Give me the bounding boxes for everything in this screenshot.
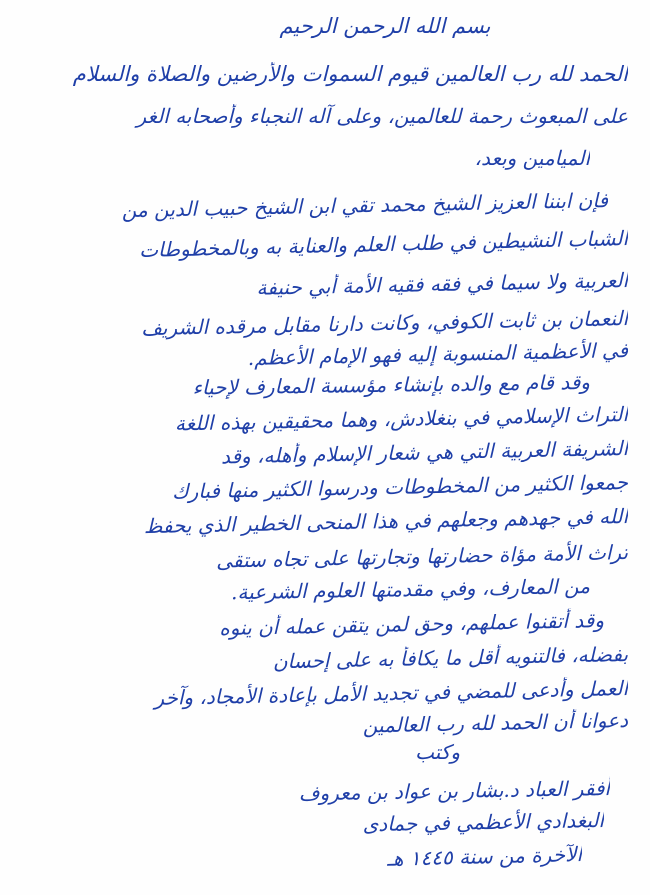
letter-line-7: النعمان بن ثابت الكوفي، وكانت دارنا مقابل مرقده الشريف [140,306,629,341]
letter-line-15: من المعارف، وفي مقدمتها العلوم الشرعية. [230,574,591,605]
letter-line-17: بفضله، فالتنويه أقل ما يكافأ به على إحسان [272,642,629,674]
letter-line-19: دعوانا أن الحمد لله رب العالمين [362,708,629,738]
letter-line-5: الشباب النشيطين في طلب العلم والعناية به وبالمخطوطات [138,226,629,262]
letter-line-10: التراث الإسلامي في بنغلادش، وهما محقيقين بهذه اللغة [174,402,629,436]
letter-line-11: الشريفة العربية التي هي شعار الإسلام وأهله، وقد [220,436,629,469]
letter-line-9: وقد قام مع والده بإنشاء مؤسسة المعارف لإحياء [192,370,591,400]
letter-line-2: على المبعوث رحمة للعالمين، وعلى آله النجباء وأصحابه الغر [136,104,628,128]
letter-line-12: جمعوا الكثير من المخطوطات ودرسوا الكثير منها فبارك [171,470,629,504]
letter-line-18: العمل وأدعى للمضي في تجديد الأمل بإعادة الأمجاد، وآخر [154,676,629,710]
letter-line-14: تراث الأمة مؤاة حضارتها وتجارتها على تجاه ستقى [215,540,629,573]
signature-line-1: أفقر العباد د.بشار بن عواد بن معروف [298,776,611,806]
letter-line-3: الميامين وبعد، [474,146,590,170]
signature-line-2: البغدادي الأعظمي في جمادى [362,808,605,837]
basmala: بسم الله الرحمن الرحيم [279,14,491,38]
letter-line-16: وقد أتقنوا عملهم، وحق لمن يتقن عمله أن ينوه [218,608,605,641]
letter-line-6: العربية ولا سيما في فقه فقيه الأمة أبي حنيفة [256,268,629,300]
closing-word: وكتب [415,740,460,764]
letter-line-13: الله في جهدهم وجعلهم في هذا المنحى الخطير الذي يحفظ [143,504,629,539]
letter-line-1: الحمد لله رب العالمين قيوم السموات والأرضين والصلاة والسلام [72,62,628,86]
letter-line-8: في الأعظمية المنسوبة إليه فهو الإمام الأعظم. [247,338,629,370]
signature-line-3: الآخرة من سنة ١٤٤٥ هـ [386,842,583,871]
letter-line-4: فإن ابننا العزيز الشيخ محمد تقي ابن الشيخ حبيب الدين من [121,188,609,223]
